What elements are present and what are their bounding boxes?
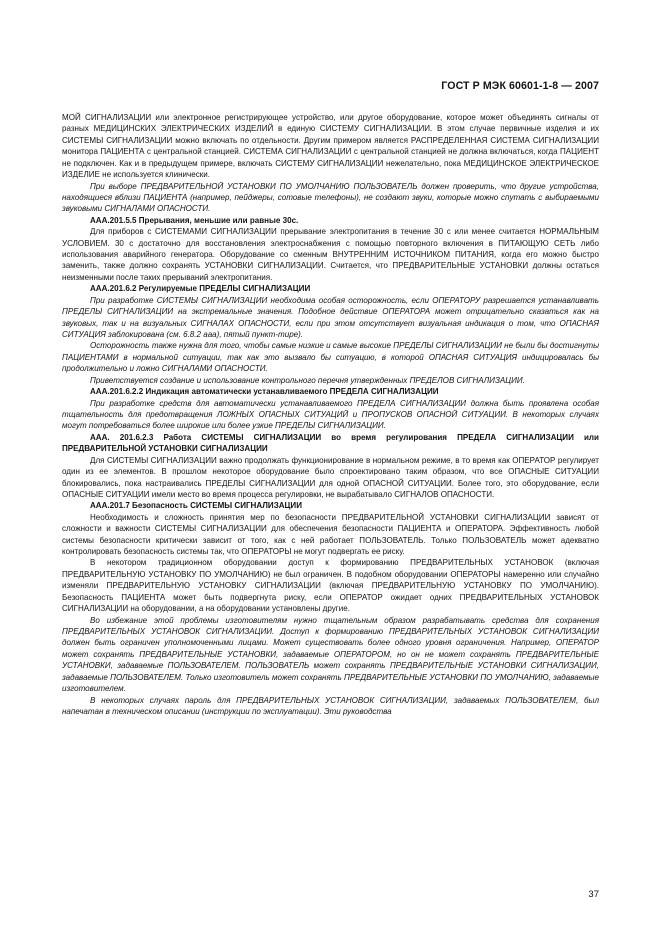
paragraph-legacy-access: В некотором традиционном оборудовании доступ к формированию ПРЕДВАРИТЕЛЬНЫХ УСТАНОВОК (включая ПРЕДВАРИТЕЛЬНУЮ УСТАНОВКУ ПО УМОЛЧАНИЮ) не был ограничен. В подобном оборудовании ОПЕРАТОРЫ намеренно или случайно изменяли ПРЕДВАРИТЕЛЬНУЮ УСТАНОВКУ СИГНАЛИЗАЦИИ (включая ПРЕДВАРИТЕЛЬНУЮ УСТАНОВКУ ПО УМОЛЧАНИЮ). Безопасность ПАЦИЕНТА может быть подвергнута риску, если ОПЕРАТОР ожидает одних ПРЕДВАРИТЕЛЬНЫХ УСТАНОВОК СИГНАЛИЗАЦИИ на оборудовании, а на оборудовании установлены другие.	[62, 558, 599, 614]
section-heading-aaa-201-7: ААА.201.7 Безопасность СИСТЕМЫ СИГНАЛИЗАЦИИ	[90, 501, 303, 511]
paragraph-checklist: Приветствуется создание и использование контрольного перечня утвержденных ПРЕДЕЛОВ СИГНАЛИЗАЦИИ.	[90, 375, 525, 385]
paragraph-security-measures: Необходимость и сложность принятия мер по безопасности ПРЕДВАРИТЕЛЬНОЙ УСТАНОВКИ СИГНАЛИЗАЦИИ зависят от сложности и важности СИСТЕМЫ СИГНАЛИЗАЦИИ для обеспечения безопасности ПАЦИЕНТА и ОПЕРАТОРА. Эффективность любой системы безопасности критически зависит от того, как с ней работает ПОЛЬЗОВАТЕЛЬ. Только ПОЛЬЗОВАТЕЛЬ может адекватно контролировать безопасность системы так, что ОПЕРАТОРЫ не могут подвергать ее риску.	[62, 512, 599, 557]
paragraph-manufacturer-guidance: Во избежание этой проблемы изготовителям нужно тщательным образом разрабатывать средства для сохранения ПРЕДВАРИТЕЛЬНЫХ УСТАНОВОК СИГНАЛИЗАЦИИ. Доступ к формированию ПРЕДВАРИТЕЛЬНЫХ УСТАНОВОК СИГНАЛИЗАЦИИ должен быть ограничен уполномоченными лицами. Может существовать более одного уровня ограничения. Например, ОПЕРАТОР может сохранять ПРЕДВАРИТЕЛЬНЫЕ УСТАНОВКИ, задаваемые ОПЕРАТОРОМ, но он не может сохранять ПРЕДВАРИТЕЛЬНЫЕ УСТАНОВКИ, задаваемые ПОЛЬЗОВАТЕЛЕМ. ПОЛЬЗОВАТЕЛЬ может сохранять ПРЕДВАРИТЕЛЬНЫЕ УСТАНОВКИ СИГНАЛИЗАЦИИ, задаваемые ПОЛЬЗОВАТЕЛЕМ. Только изготовитель может сохранять ПРЕДВАРИТЕЛЬНЫЕ УСТАНОВКИ ПО УМОЛЧАНИЮ, задаваемые изготовителем.	[62, 615, 599, 694]
paragraph-power-interruption: Для приборов с СИСТЕМАМИ СИГНАЛИЗАЦИИ прерывание электропитания в течение 30 с или менее считается НОРМАЛЬНЫМ УСЛОВИЕМ. 30 с достаточно для восстановления электроснабжения с помощью повторного включения в ПИТАЮЩУЮ СЕТЬ либо использования аварийного генератора. Оборудование со сменным ВНУТРЕННИМ ИСТОЧНИКОМ ПИТАНИЯ, когда его можно быстро заменить, также должно сохранять УСТАНОВКИ СИГНАЛИЗАЦИИ. Считается, что ПРЕДВАРИТЕЛЬНЫЕ УСТАНОВКИ должны остаться неизменными после таких прерываний электропитания.	[62, 227, 599, 282]
section-heading-aaa-201-5-5: ААА.201.5.5 Прерывания, меньшие или равные 30с.	[90, 215, 299, 225]
paragraph-auto-limit: При разработке средств для автоматически устанавливаемого ПРЕДЕЛА СИГНАЛИЗАЦИИ должна быть проявлена особая тщательность для предотвращения ЛОЖНЫХ ОПАСНЫХ СИТУАЦИЙ и ПРОПУСКОВ ОПАСНОЙ СИТУАЦИИ. В некоторых случаях могут потребоваться более широкие или более узкие ПРЕДЕЛЫ СИГНАЛИЗАЦИИ.	[62, 398, 599, 431]
section-heading-aaa-201-6-2-3: ААА. 201.6.2.3 Работа СИСТЕМЫ СИГНАЛИЗАЦИИ во время регулирования ПРЕДЕЛА СИГНАЛИЗАЦИИ или ПРЕДВАРИТЕЛЬНОЙ УСТАНОВКИ СИГНАЛИЗАЦИИ	[62, 432, 599, 454]
section-heading-aaa-201-6-2-2: ААА.201.6.2.2 Индикация автоматически устанавливаемого ПРЕДЕЛА СИГНАЛИЗАЦИИ	[90, 387, 439, 397]
page-number: 37	[588, 889, 599, 900]
paragraph-alarm-limits-caution: При разработке СИСТЕМЫ СИГНАЛИЗАЦИИ необходима особая осторожность, если ОПЕРАТОРУ разрешается устанавливать ПРЕДЕЛЫ СИГНАЛИЗАЦИИ на экстремальные значения. Подобное действие ОПЕРАТОРА может отрицательно сказаться как на звуковых, так и на визуальных СИГНАЛАХ ОПАСНОСТИ, если при этом отсутствует визуальная индикация о том, что ОПАСНАЯ СИТУАЦИЯ заблокирована (см. 6.8.2 ааа), пятый пункт-тире).	[62, 295, 599, 340]
paragraph-default-preset-note: При выборе ПРЕДВАРИТЕЛЬНОЙ УСТАНОВКИ ПО УМОЛЧАНИЮ ПОЛЬЗОВАТЕЛЬ должен проверить, что другие устройства, находящиеся вблизи ПАЦИЕНТА (например, пейджеры, сотовые телефоны), не создают звуки, которые можно спутать с выбираемыми звуковыми СИГНАЛАМИ ОПАСНОСТИ.	[62, 181, 599, 214]
paragraph-password-note: В некоторых случаях пароль для ПРЕДВАРИТЕЛЬНЫХ УСТАНОВОК СИГНАЛИЗАЦИИ, задаваемых ПОЛЬЗОВАТЕЛЕМ, был напечатан в техническом описании (инструкции по эксплуатации). Эти руководства	[62, 695, 599, 716]
paragraph-continuation: МОЙ СИГНАЛИЗАЦИИ или электронное регистрирующее устройство, или другое оборудование, которое может объединять сигналы от разных МЕДИЦИНСКИХ ЭЛЕКТРИЧЕСКИХ ИЗДЕЛИЙ в единую СИСТЕМУ СИГНАЛИЗАЦИИ. В этом случае первичные изделия и их СИСТЕМЫ СИГНАЛИЗАЦИИ можно включать по отдельности. Другим примером является РАСПРЕДЕЛЕННАЯ СИСТЕМА СИГНАЛИЗАЦИИ монитора ПАЦИЕНТА с центральной станцией. СИСТЕМА СИГНАЛИЗАЦИИ с центральной станцией не должна включаться, когда ПАЦИЕНТ не подключен. Как и в предыдущем примере, включать СИСТЕМУ СИГНАЛИЗАЦИИ нежелательно, пока МЕДИЦИНСКОЕ ЭЛЕКТРИЧЕСКОЕ ИЗДЕЛИЕ не используется клинически.	[62, 113, 599, 180]
paragraph-operation-during-adjustment: Для СИСТЕМЫ СИГНАЛИЗАЦИИ важно продолжать функционирование в нормальном режиме, в то время как ОПЕРАТОР регулирует один из ее элементов. В прошлом некоторое оборудование было спроектировано таким образом, что все ОПАСНЫЕ СИТУАЦИИ блокировались, пока настраивались ПРЕДЕЛЫ СИГНАЛИЗАЦИИ для одной ОПАСНОЙ СИТУАЦИИ. Более того, это оборудование, если ОПАСНЫЕ СИТУАЦИИ имели место во время процесса регулировки, не вырабатывало СИГНАЛОВ ОПАСНОСТИ.	[62, 455, 599, 499]
section-heading-aaa-201-6-2: ААА.201.6.2 Регулируемые ПРЕДЕЛЫ СИГНАЛИЗАЦИИ	[90, 284, 311, 294]
document-body	[62, 112, 599, 717]
standard-header: ГОСТ Р МЭК 60601-1-8 — 2007	[441, 80, 599, 92]
paragraph-limits-extremes: Осторожность также нужна для того, чтобы самые низкие и самые высокие ПРЕДЕЛЫ СИГНАЛИЗАЦИИ не были бы достигнуты ПАЦИЕНТАМИ в нормальной ситуации, так как это вызвало бы ситуацию, в которой ОПАСНАЯ СИТУАЦИЯ индицировалась бы продолжительно и ложно СИГНАЛАМИ ОПАСНОСТИ.	[62, 341, 599, 374]
